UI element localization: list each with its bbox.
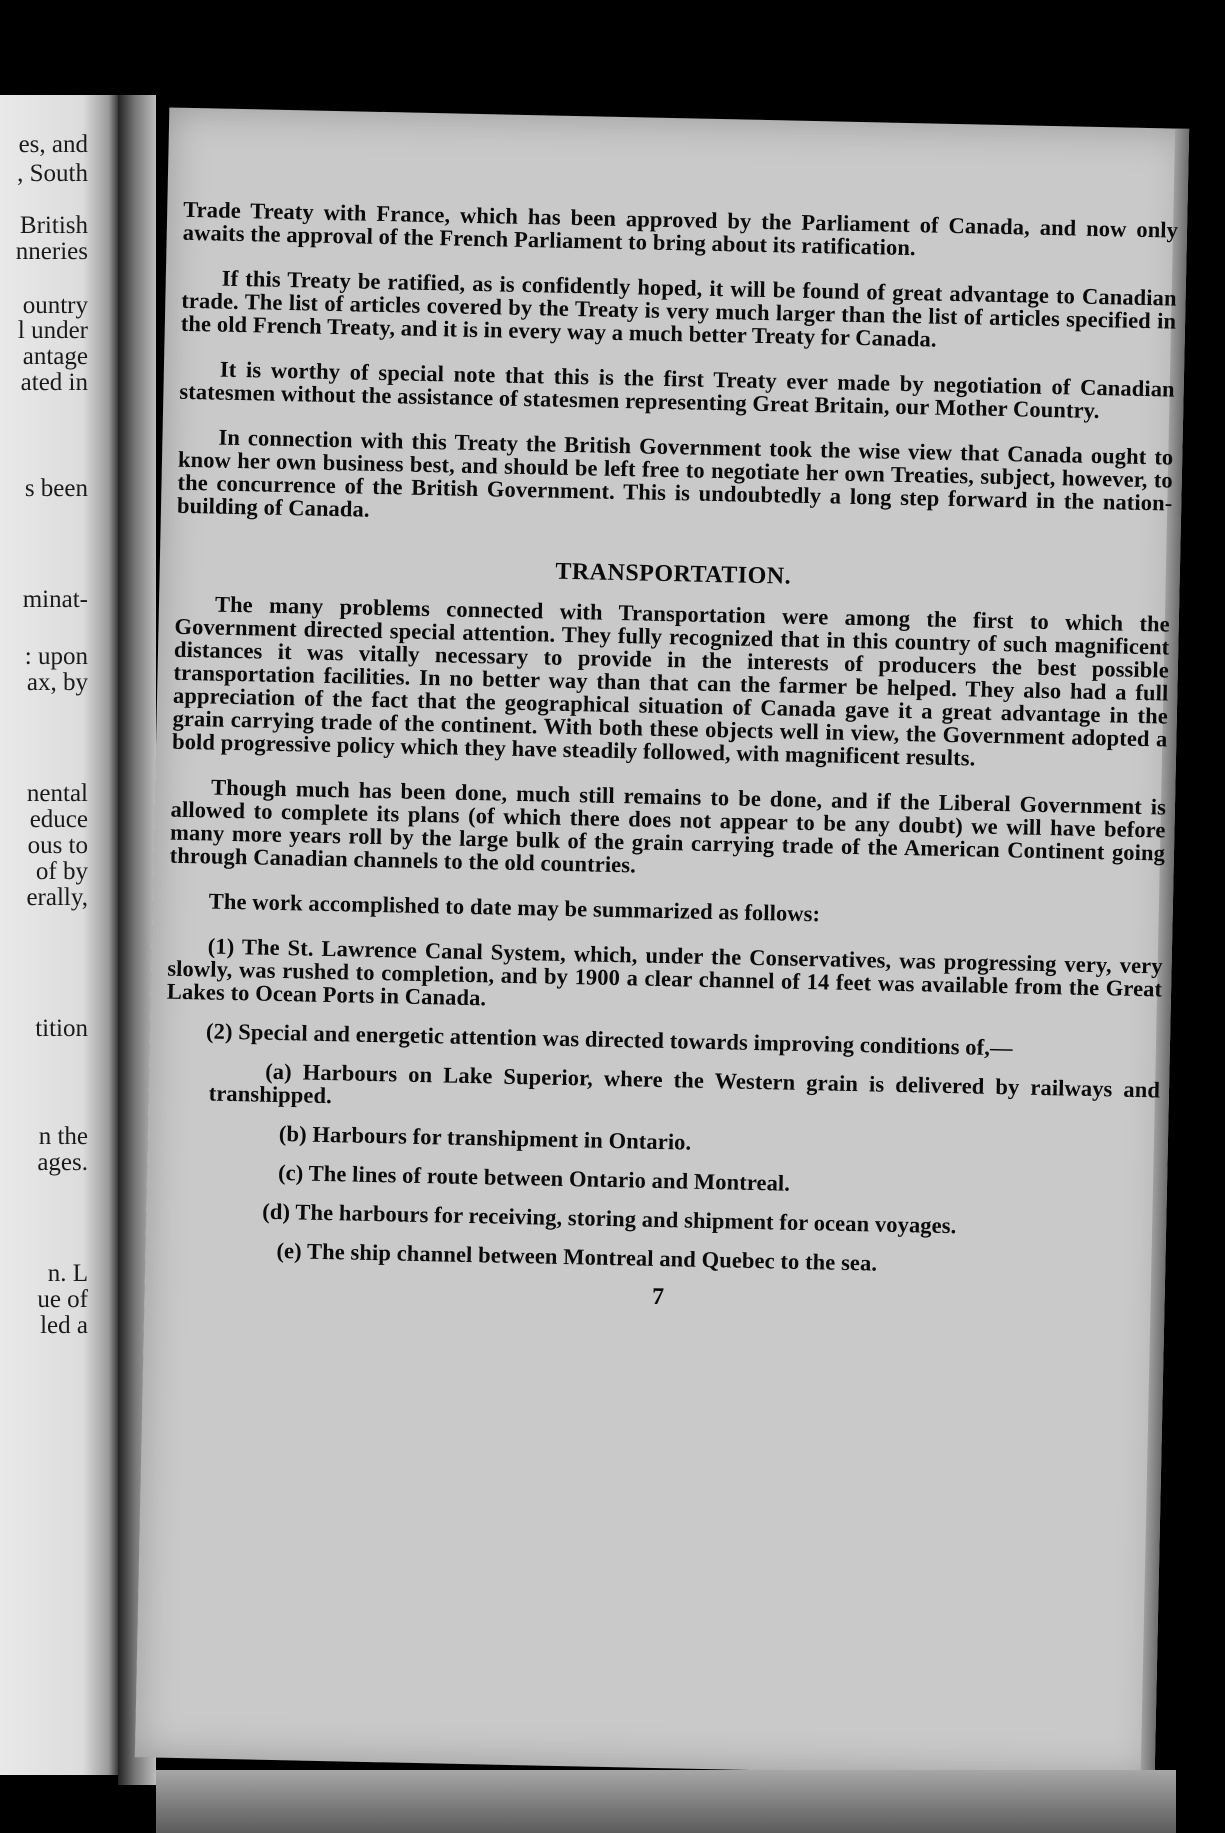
list-item-canal-system: (1) The St. Lawrence Canal System, which, under the Conservatives, was progressing very, very slowly, was rushed to completion, and by 1900 a clear channel of 14 feet was available from the Great Lakes to Ocean Ports in Canada. — [166, 933, 1163, 1011]
paragraph-treaty-france: Trade Treaty with France, which has been approved by the Parliament of Canada, and now only awaits the approval of the French Parliament to bring about its ratification. — [182, 196, 1179, 261]
facing-page-line: British — [19, 212, 88, 239]
paragraph-special-note: It is worthy of special note that this is the first Treaty ever made by negotiation of Canadian statesmen without the assistance of statesmen representing Great Britain, our Mother Country. — [179, 356, 1175, 424]
page-text — [160, 198, 1178, 1320]
facing-page-line: ages. — [37, 1149, 88, 1176]
facing-page-line: nental — [26, 780, 88, 807]
facing-page-line: erally, — [26, 884, 88, 911]
facing-page-line: es, and — [18, 131, 88, 158]
facing-page-line: led a — [40, 1312, 88, 1339]
facing-page — [0, 95, 118, 1775]
facing-page-line: s been — [24, 475, 88, 502]
paragraph-transport-problems: The many problems connected with Transportation were among the first to which the Government directed special attention. They fully recognized that in this country of such magnificent distances it was vitally necessary to provide in the interests of producers the best possible transportation facilities. In no better way than that can the farmer be helped. They also had a full appreciation of the fact that the geographical situation of Canada gave it a great advantage in the grain carrying trade of the continent. With both these objects well in view, the Government adopted a bold progressive policy which they have steadily followed, with magnificent results. — [171, 591, 1171, 771]
facing-page-line: ue of — [37, 1286, 88, 1313]
facing-page-line: : upon — [24, 643, 88, 670]
paragraph-british-government: In connection with this Treaty the British Government took the wise view that Canada ought to know her own business best, and should be left free to negotiate her own Treaties, subject, however, to the concurrence of the British Government. This is undoubtedly a long step forward in the nation-building of Canada. — [176, 424, 1174, 522]
sub-item-ship-channel: (e) The ship channel between Montreal and Quebec to the sea. — [276, 1237, 878, 1276]
facing-page-line: minat- — [22, 586, 88, 613]
facing-page-line: n the — [38, 1123, 88, 1150]
facing-page-line: ountry — [22, 292, 88, 319]
facing-page-line: tition — [35, 1015, 88, 1042]
sub-item-lines-of-route: (c) The lines of route between Ontario and Montreal. — [277, 1160, 791, 1196]
paragraph-much-remains: Though much has been done, much still remains to be done, and if the Liberal Government is allowed to complete its plans (of which there does not appear to be any doubt) we will have before many more years roll by the large bulk of the grain carrying trade of the American Continent going through Canadian channels to the old countries. — [169, 774, 1167, 878]
list-item-improving-conditions: (2) Special and energetic attention was directed towards improving conditions of,— — [205, 1018, 1013, 1061]
sub-item-lake-superior: (a) Harbours on Lake Superior, where the Western grain is delivered by railways and transhipped. — [208, 1058, 1161, 1109]
page-bottom-edge — [156, 1770, 1176, 1833]
facing-page-line: ated in — [20, 369, 88, 396]
facing-page-line: n. L — [47, 1260, 88, 1287]
page-number: 7 — [651, 1283, 665, 1311]
main-page — [135, 108, 1189, 1779]
facing-page-line: ous to — [27, 832, 88, 859]
facing-page-line: antage — [22, 343, 88, 370]
paragraph-summary-intro: The work accomplished to date may be summarized as follows: — [208, 888, 821, 927]
facing-page-line: l under — [17, 317, 88, 344]
paragraph-treaty-ratified: If this Treaty be ratified, as is confidently hoped, it will be found of great advantage to Canadian trade. The list of articles covered by the Treaty is very much larger than the list of articles specified in the old French Treaty, and it is in every way a much better Treaty for Canada. — [180, 265, 1177, 352]
facing-page-line: nneries — [15, 238, 88, 265]
facing-page-line: , South — [17, 160, 88, 187]
section-heading: TRANSPORTATION. — [555, 558, 792, 590]
facing-page-line: ax, by — [26, 669, 88, 696]
facing-page-line: educe — [29, 806, 88, 833]
sub-item-ontario-harbours: (b) Harbours for transhipment in Ontario. — [278, 1121, 692, 1155]
facing-page-line: of by — [35, 858, 88, 885]
sub-item-ocean-harbours: (d) The harbours for receiving, storing and shipment for ocean voyages. — [262, 1198, 957, 1239]
